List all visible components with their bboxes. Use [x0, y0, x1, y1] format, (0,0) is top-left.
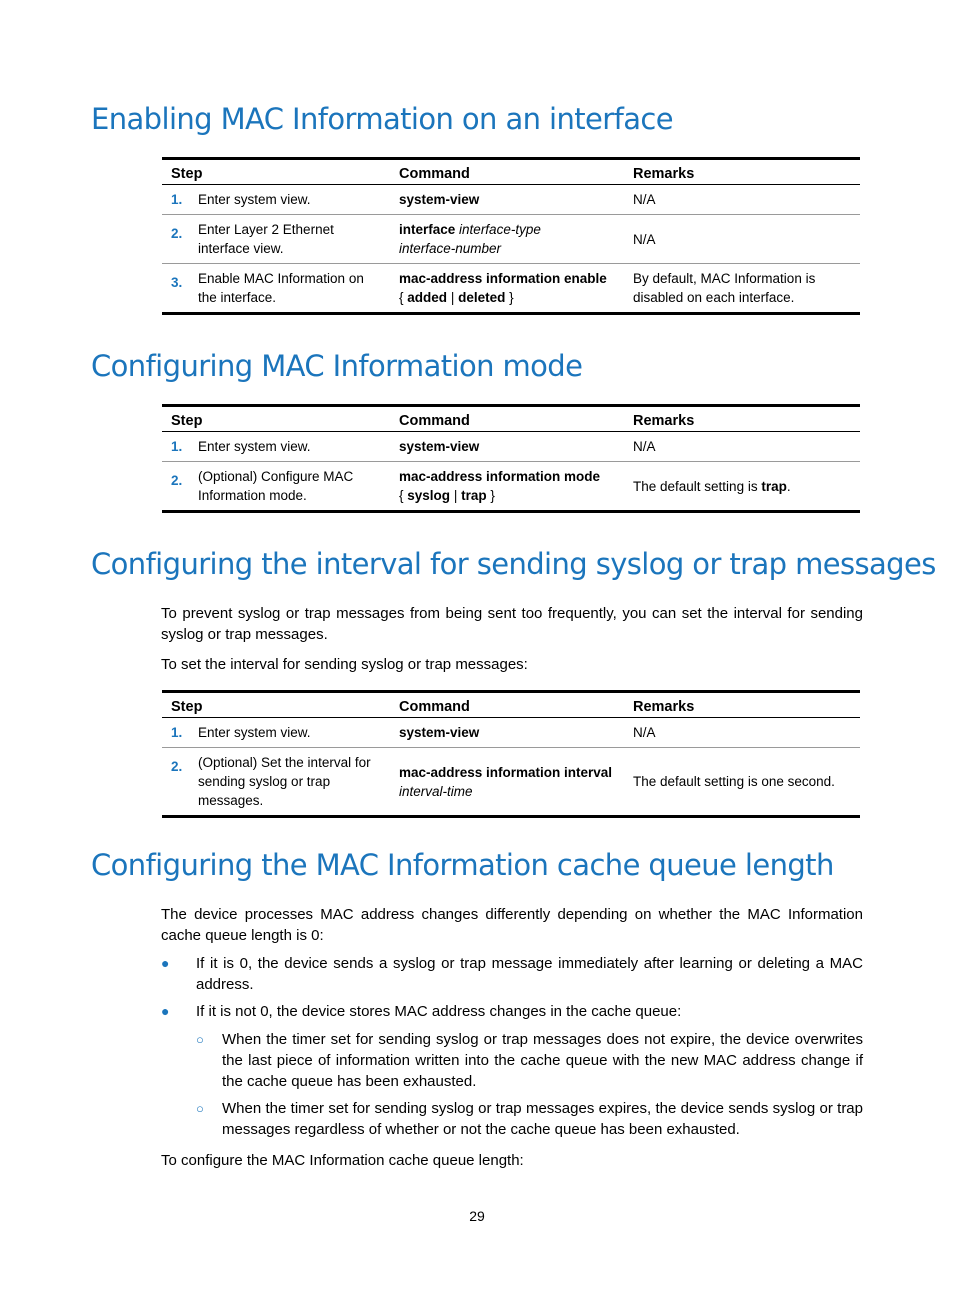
section-heading-interval: Configuring the interval for sending syslog or trap messages [91, 547, 936, 581]
header-command: Command [390, 159, 624, 185]
bullet-item [161, 1001, 863, 1022]
command-keyword: interface [399, 222, 456, 237]
remarks-cell: The default setting is one second. [624, 748, 860, 817]
command-cell [390, 264, 624, 314]
interval-lead-paragraph: To set the interval for sending syslog or trap messages: [161, 656, 528, 673]
command-cell [390, 748, 624, 817]
table-row [162, 264, 860, 314]
table-enable-mac-info [162, 157, 860, 315]
table-row [162, 185, 860, 215]
step-description: (Optional) Set the interval for sending syslog or trap messages. [189, 748, 390, 817]
section-heading-mode: Configuring MAC Information mode [91, 349, 583, 383]
step-number: 1. [162, 432, 189, 462]
command-cell [390, 718, 624, 748]
cache-intro-paragraph: The device processes MAC address changes differently depending on whether the MAC Information cache queue length is 0: [161, 906, 863, 944]
step-description: Enter system view. [189, 185, 390, 215]
step-description: Enter system view. [189, 432, 390, 462]
option-separator: | [453, 488, 458, 503]
header-step: Step [162, 406, 390, 432]
remarks-cell: N/A [624, 432, 860, 462]
section-heading-enable: Enabling MAC Information on an interface [91, 102, 673, 136]
header-step: Step [162, 159, 390, 185]
step-number: 2. [162, 748, 189, 817]
command-keyword: mac-address information interval [399, 764, 613, 780]
header-command: Command [390, 692, 624, 718]
step-description: Enter Layer 2 Ethernet interface view. [189, 215, 390, 264]
section-heading-cache-queue: Configuring the MAC Information cache queue length [91, 848, 834, 882]
header-command: Command [390, 406, 624, 432]
table-mac-info-mode [162, 404, 860, 513]
command-option: syslog [407, 488, 451, 503]
step-description: Enter system view. [189, 718, 390, 748]
table-header-row [162, 406, 860, 432]
command-option: deleted [458, 290, 506, 305]
table-row [162, 432, 860, 462]
header-remarks: Remarks [624, 159, 860, 185]
command-argument: interface-number [399, 241, 502, 256]
bullet-text: If it is not 0, the device stores MAC address changes in the cache queue: [196, 1003, 682, 1020]
command-argument: interval-time [399, 783, 473, 799]
header-remarks: Remarks [624, 406, 860, 432]
command-cell [390, 432, 624, 462]
brace-close: } [509, 290, 514, 305]
step-number: 3. [162, 264, 189, 314]
sub-bullet-text: When the timer set for sending syslog or trap messages does not expire, the device overwrites the last piece of information written into the cache queue with the new MAC address change if the cache queue has been exhausted. [222, 1031, 863, 1090]
header-step: Step [162, 692, 390, 718]
option-separator: | [450, 290, 455, 305]
brace-open: { [399, 488, 404, 503]
table-header-row [162, 692, 860, 718]
bullet-text: If it is 0, the device sends a syslog or trap message immediately after learning or deleting a MAC address. [196, 955, 863, 993]
command-argument: interface-type [459, 222, 541, 237]
remarks-cell: N/A [624, 215, 860, 264]
command-option: added [407, 290, 448, 305]
interval-intro-paragraph: To prevent syslog or trap messages from being sent too frequently, you can set the interval for sending syslog or trap messages. [161, 605, 863, 643]
table-interval [162, 690, 860, 818]
command-option: trap [461, 488, 487, 503]
table-row [162, 748, 860, 817]
step-number: 1. [162, 185, 189, 215]
bullet-dot-icon: ● [161, 1003, 170, 1019]
command-keyword: system-view [399, 192, 480, 207]
remarks-text: The default setting is [633, 478, 762, 494]
circle-bullet-icon: ○ [196, 1032, 204, 1047]
remarks-cell: N/A [624, 185, 860, 215]
remarks-suffix: . [786, 478, 791, 494]
step-description: (Optional) Configure MAC Information mode. [189, 462, 390, 512]
table-row [162, 718, 860, 748]
table-row [162, 462, 860, 512]
command-keyword: mac-address information mode [399, 469, 601, 484]
table-row [162, 215, 860, 264]
cache-lead-paragraph: To configure the MAC Information cache queue length: [161, 1152, 524, 1169]
table-header-row [162, 159, 860, 185]
remarks-cell [624, 462, 860, 512]
command-keyword: mac-address information enable [399, 271, 607, 286]
step-number: 1. [162, 718, 189, 748]
bullet-dot-icon: ● [161, 955, 170, 971]
command-cell [390, 185, 624, 215]
page-number: 29 [469, 1208, 485, 1224]
brace-close: } [490, 488, 495, 503]
remarks-cell: N/A [624, 718, 860, 748]
command-cell [390, 215, 624, 264]
remarks-cell: By default, MAC Information is disabled on each interface. [624, 264, 860, 314]
sub-bullet-item [196, 1098, 863, 1140]
command-keyword: system-view [399, 725, 480, 740]
step-number: 2. [162, 215, 189, 264]
step-description: Enable MAC Information on the interface. [189, 264, 390, 314]
remarks-keyword: trap [761, 478, 787, 494]
circle-bullet-icon: ○ [196, 1101, 204, 1116]
brace-open: { [399, 290, 404, 305]
command-cell [390, 462, 624, 512]
header-remarks: Remarks [624, 692, 860, 718]
sub-bullet-text: When the timer set for sending syslog or trap messages expires, the device sends syslog or trap messages regardless of whether or not the cache queue has been exhausted. [222, 1100, 863, 1138]
bullet-item [161, 953, 863, 995]
step-number: 2. [162, 462, 189, 512]
sub-bullet-item [196, 1029, 863, 1092]
command-keyword: system-view [399, 439, 480, 454]
